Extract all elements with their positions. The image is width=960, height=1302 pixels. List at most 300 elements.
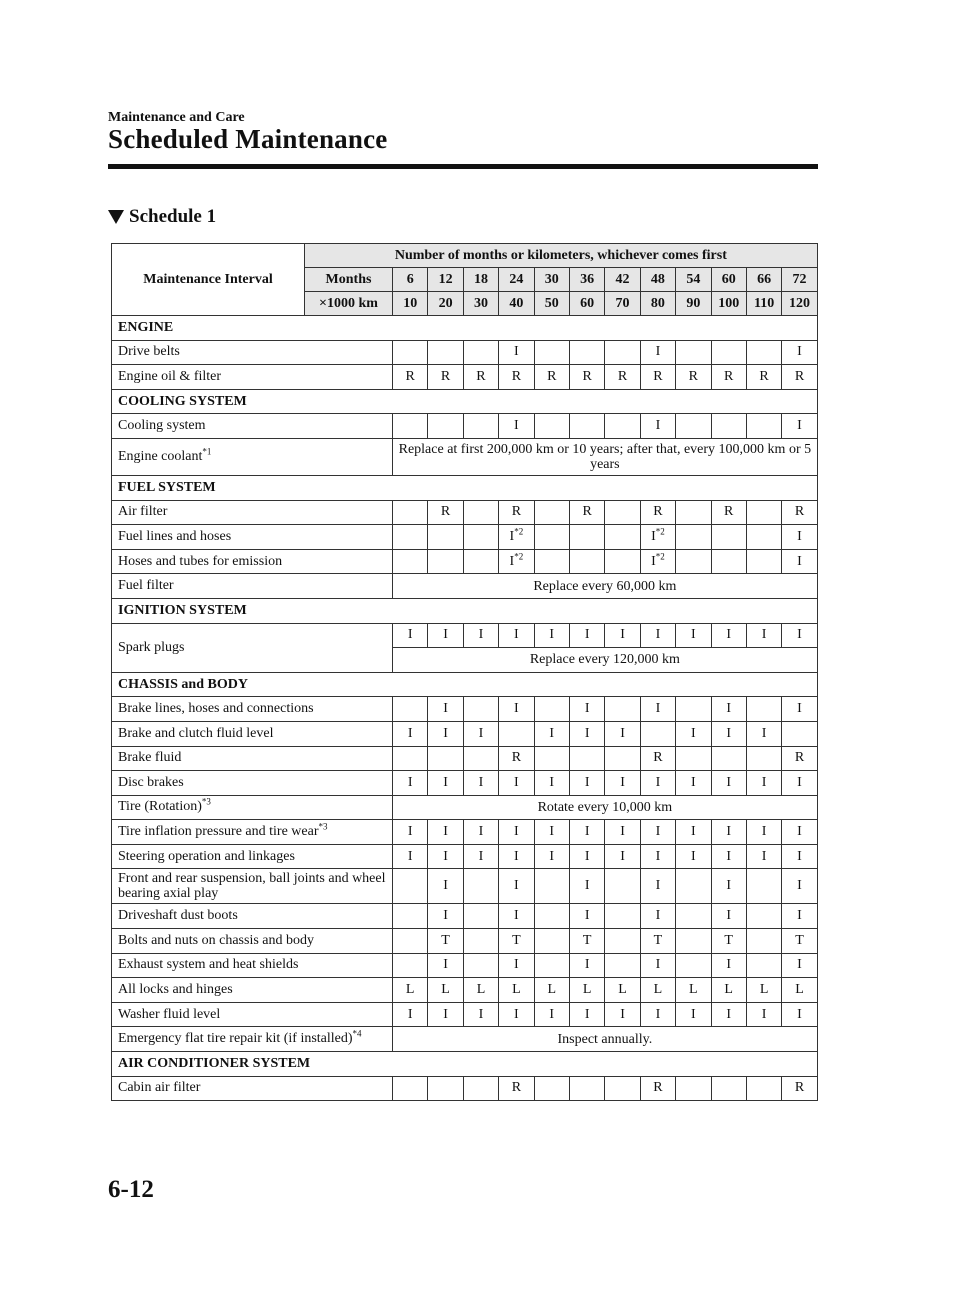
schedule-cell: I [463, 771, 498, 796]
km-value: 40 [499, 292, 534, 316]
schedule-cell: I [782, 904, 817, 929]
schedule-cell: I [499, 623, 534, 648]
schedule-cell: I [569, 844, 604, 869]
schedule-cell [676, 953, 711, 978]
months-header: Months [305, 268, 393, 292]
months-value: 66 [746, 268, 781, 292]
schedule-cell: R [499, 365, 534, 390]
schedule-cell: R [463, 365, 498, 390]
schedule-cell: I [605, 820, 640, 845]
schedule-cell [605, 953, 640, 978]
schedule-cell: R [782, 500, 817, 525]
schedule-cell [393, 904, 428, 929]
item-label [112, 414, 393, 439]
schedule-cell: T [499, 929, 534, 954]
footnote-ref: *3 [318, 821, 328, 832]
schedule-cell [393, 697, 428, 722]
table-row [112, 1027, 818, 1052]
table-row [112, 746, 818, 771]
schedule-cell: L [463, 978, 498, 1003]
schedule-cell: I [428, 844, 463, 869]
table-row [112, 525, 818, 550]
schedule-cell [463, 340, 498, 365]
table-row [112, 904, 818, 929]
item-label-text: Brake lines, hoses and connections [118, 701, 314, 717]
schedule-cell: I [534, 721, 569, 746]
schedule-cell [605, 525, 640, 550]
schedule-cell [711, 1076, 746, 1101]
schedule-cell: I [428, 771, 463, 796]
item-label [112, 795, 393, 820]
category-label: AIR CONDITIONER SYSTEM [112, 1052, 818, 1077]
item-label [112, 844, 393, 869]
schedule-cell [569, 414, 604, 439]
schedule-cell [605, 500, 640, 525]
schedule-cell: I [711, 721, 746, 746]
table-row [112, 820, 818, 845]
schedule-cell: I [782, 820, 817, 845]
schedule-cell [746, 1076, 781, 1101]
schedule-cell: I [676, 721, 711, 746]
schedule-cell [534, 549, 569, 574]
table-row [112, 438, 818, 475]
schedule-cell [605, 929, 640, 954]
item-label [112, 904, 393, 929]
schedule-cell: I [393, 771, 428, 796]
km-value: 80 [640, 292, 675, 316]
schedule-cell: I [499, 953, 534, 978]
footnote-ref: *3 [201, 796, 211, 807]
schedule-cell: R [640, 746, 675, 771]
schedule-cell: I [640, 623, 675, 648]
schedule-cell: I [711, 820, 746, 845]
schedule-cell [676, 525, 711, 550]
schedule-cell: I [428, 721, 463, 746]
schedule-cell [428, 1076, 463, 1101]
schedule-cell [711, 414, 746, 439]
schedule-cell: I [534, 844, 569, 869]
schedule-cell [534, 869, 569, 904]
schedule-cell [605, 869, 640, 904]
schedule-cell [676, 1076, 711, 1101]
schedule-cell: I [393, 844, 428, 869]
schedule-cell: I [711, 869, 746, 904]
km-value: 20 [428, 292, 463, 316]
item-label-text: All locks and hinges [118, 982, 233, 998]
schedule-cell: I [393, 1002, 428, 1027]
item-label-text: Engine oil & filter [118, 368, 222, 384]
schedule-cell: I [676, 771, 711, 796]
km-value: 30 [463, 292, 498, 316]
schedule-cell [746, 414, 781, 439]
schedule-cell [676, 549, 711, 574]
schedule-cell [463, 697, 498, 722]
schedule-cell [746, 869, 781, 904]
schedule-cell [711, 340, 746, 365]
footnote-ref: *2 [655, 526, 665, 537]
months-value: 12 [428, 268, 463, 292]
schedule-cell: T [569, 929, 604, 954]
table-row [112, 500, 818, 525]
table-row [112, 623, 818, 648]
table-row [112, 574, 818, 599]
km-value: 90 [676, 292, 711, 316]
item-label-text: Air filter [118, 504, 168, 520]
schedule-cell: L [393, 978, 428, 1003]
schedule-cell: I [499, 844, 534, 869]
footnote-ref: *4 [352, 1028, 362, 1039]
schedule-cell: I [605, 771, 640, 796]
schedule-cell: I [640, 869, 675, 904]
schedule-cell: I [499, 697, 534, 722]
category-label: ENGINE [112, 316, 818, 341]
schedule-cell: L [569, 978, 604, 1003]
item-label [112, 500, 393, 525]
schedule-cell: L [676, 978, 711, 1003]
table-row [112, 929, 818, 954]
schedule-cell [393, 340, 428, 365]
schedule-cell: I [428, 820, 463, 845]
item-label [112, 574, 393, 599]
schedule-cell [676, 500, 711, 525]
schedule-cell [605, 414, 640, 439]
schedule-cell: R [499, 746, 534, 771]
schedule-cell: T [711, 929, 746, 954]
schedule-cell: I [428, 1002, 463, 1027]
schedule-cell: I [605, 844, 640, 869]
schedule-cell [605, 1076, 640, 1101]
item-label [112, 1027, 393, 1052]
schedule-cell [393, 525, 428, 550]
page-title: Scheduled Maintenance [108, 124, 388, 154]
schedule-cell: I [676, 1002, 711, 1027]
item-label [112, 771, 393, 796]
schedule-cell: I [499, 414, 534, 439]
category-label: IGNITION SYSTEM [112, 598, 818, 623]
table-row [112, 365, 818, 390]
schedule-cell [676, 746, 711, 771]
schedule-cell: I [640, 904, 675, 929]
schedule-cell [534, 697, 569, 722]
schedule-cell: I [393, 721, 428, 746]
schedule-cell: I [782, 1002, 817, 1027]
schedule-cell [746, 340, 781, 365]
km-value: 100 [711, 292, 746, 316]
category-row [112, 389, 818, 414]
item-label-text: Hoses and tubes for emission [118, 553, 283, 569]
schedule-cell [463, 904, 498, 929]
schedule-cell [393, 1076, 428, 1101]
item-label-text: Washer fluid level [118, 1006, 221, 1022]
table-row [112, 697, 818, 722]
schedule-cell: I [676, 820, 711, 845]
km-value: 70 [605, 292, 640, 316]
schedule-cell [463, 500, 498, 525]
schedule-cell [569, 340, 604, 365]
schedule-cell: I [746, 771, 781, 796]
schedule-cell: I [428, 623, 463, 648]
schedule-cell: I [782, 340, 817, 365]
item-label [112, 438, 393, 475]
section-label: Maintenance and Care [108, 110, 245, 125]
schedule-cell: I [499, 820, 534, 845]
schedule-cell: I [711, 1002, 746, 1027]
category-row [112, 316, 818, 341]
schedule-cell: I [640, 414, 675, 439]
schedule-cell [463, 1076, 498, 1101]
item-label [112, 746, 393, 771]
schedule-cell [676, 904, 711, 929]
schedule-heading [108, 206, 216, 228]
schedule-cell: I [569, 771, 604, 796]
schedule-cell: I [711, 771, 746, 796]
schedule-cell: I [463, 844, 498, 869]
schedule-cell: R [640, 365, 675, 390]
item-label-text: Brake and clutch fluid level [118, 725, 274, 741]
item-label [112, 525, 393, 550]
schedule-cell [534, 500, 569, 525]
schedule-cell: I [569, 904, 604, 929]
schedule-cell: I [428, 953, 463, 978]
schedule-cell: L [640, 978, 675, 1003]
item-label-text: Fuel filter [118, 578, 174, 594]
schedule-cell [746, 500, 781, 525]
schedule-cell: L [534, 978, 569, 1003]
table-row [112, 771, 818, 796]
schedule-cell [711, 549, 746, 574]
schedule-cell: I [640, 844, 675, 869]
footnote-ref: *2 [514, 526, 524, 537]
item-label-text: Driveshaft dust boots [118, 908, 238, 924]
item-label [112, 869, 393, 904]
schedule-cell: R [428, 365, 463, 390]
schedule-cell [463, 929, 498, 954]
schedule-cell [428, 549, 463, 574]
km-header: ×1000 km [305, 292, 393, 316]
schedule-cell: I [534, 820, 569, 845]
months-value: 60 [711, 268, 746, 292]
table-row [112, 721, 818, 746]
km-value: 60 [569, 292, 604, 316]
schedule-cell [605, 549, 640, 574]
schedule-cell: I [534, 623, 569, 648]
km-value: 50 [534, 292, 569, 316]
km-value: 110 [746, 292, 781, 316]
months-value: 18 [463, 268, 498, 292]
schedule-cell: T [640, 929, 675, 954]
schedule-cell: I [534, 1002, 569, 1027]
schedule-cell [605, 340, 640, 365]
header-row-whichever [112, 244, 818, 268]
maintenance-schedule-table [111, 243, 818, 1101]
schedule-cell [746, 746, 781, 771]
schedule-cell [711, 746, 746, 771]
schedule-cell: I [393, 623, 428, 648]
table-row [112, 549, 818, 574]
table-row [112, 953, 818, 978]
months-value: 54 [676, 268, 711, 292]
schedule-cell [463, 549, 498, 574]
schedule-cell: R [499, 500, 534, 525]
schedule-cell [676, 340, 711, 365]
schedule-cell: R [746, 365, 781, 390]
schedule-cell: I [746, 820, 781, 845]
item-label [112, 721, 393, 746]
item-label-text: Steering operation and linkages [118, 848, 295, 864]
km-value: 120 [782, 292, 817, 316]
schedule-cell [569, 1076, 604, 1101]
footnote-ref: *1 [202, 446, 212, 457]
item-label [112, 365, 393, 390]
table-header [112, 244, 818, 316]
schedule-cell [534, 746, 569, 771]
triangle-down-icon [108, 210, 124, 224]
schedule-cell: I [499, 904, 534, 929]
schedule-cell [463, 869, 498, 904]
schedule-cell [782, 721, 817, 746]
item-label-text: Cabin air filter [118, 1080, 201, 1096]
schedule-cell [463, 525, 498, 550]
table-row [112, 414, 818, 439]
schedule-cell [393, 869, 428, 904]
item-label-text: Emergency flat tire repair kit (if installed) [118, 1031, 353, 1047]
schedule-cell [605, 697, 640, 722]
schedule-cell: I [569, 953, 604, 978]
schedule-cell: R [676, 365, 711, 390]
schedule-cell [746, 904, 781, 929]
schedule-cell: I [428, 904, 463, 929]
schedule-cell: R [782, 365, 817, 390]
schedule-cell: I [499, 340, 534, 365]
footnote-ref: *2 [655, 550, 665, 561]
item-label [112, 697, 393, 722]
schedule-cell: I [711, 953, 746, 978]
schedule-cell [534, 904, 569, 929]
schedule-cell: I [676, 844, 711, 869]
schedule-cell: R [569, 500, 604, 525]
schedule-cell: I [711, 697, 746, 722]
whichever-header: Number of months or kilometers, whichever comes first [305, 244, 818, 268]
months-value: 30 [534, 268, 569, 292]
schedule-cell: R [569, 365, 604, 390]
schedule-cell [746, 525, 781, 550]
schedule-cell [746, 953, 781, 978]
item-label-text: Brake fluid [118, 750, 182, 766]
schedule-cell: $I^{*2}$ [640, 525, 675, 550]
schedule-cell: I [499, 869, 534, 904]
schedule-cell: R [782, 1076, 817, 1101]
schedule-cell: L [428, 978, 463, 1003]
schedule-cell [676, 697, 711, 722]
item-label [112, 340, 393, 365]
schedule-cell: I [782, 697, 817, 722]
item-label [112, 953, 393, 978]
table-row [112, 1002, 818, 1027]
schedule-cell [428, 340, 463, 365]
schedule-cell: I [569, 623, 604, 648]
schedule-cell: I [782, 869, 817, 904]
schedule-cell: T [428, 929, 463, 954]
schedule-cell [534, 953, 569, 978]
item-label [112, 623, 393, 672]
schedule-cell: I [605, 1002, 640, 1027]
schedule-cell [534, 525, 569, 550]
schedule-cell: I [428, 869, 463, 904]
schedule-cell [534, 1076, 569, 1101]
months-value: 6 [393, 268, 428, 292]
table-row [112, 795, 818, 820]
schedule-cell [393, 953, 428, 978]
schedule-cell: I [640, 340, 675, 365]
schedule-cell: R [711, 365, 746, 390]
schedule-cell: L [499, 978, 534, 1003]
schedule-cell [640, 721, 675, 746]
schedule-cell [393, 414, 428, 439]
item-label-text: Bolts and nuts on chassis and body [118, 932, 314, 948]
category-label: CHASSIS and BODY [112, 672, 818, 697]
schedule-cell: I [640, 1002, 675, 1027]
schedule-cell: I [640, 697, 675, 722]
schedule-cell [499, 721, 534, 746]
schedule-cell: I [463, 820, 498, 845]
schedule-cell: I [711, 623, 746, 648]
item-label [112, 978, 393, 1003]
schedule-cell: I [782, 525, 817, 550]
table-row [112, 1076, 818, 1101]
schedule-cell [393, 929, 428, 954]
schedule-cell: I [640, 771, 675, 796]
schedule-cell [605, 904, 640, 929]
category-row [112, 598, 818, 623]
title-rule [108, 164, 818, 169]
table-body [112, 316, 818, 1101]
category-row [112, 1052, 818, 1077]
schedule-cell: I [393, 820, 428, 845]
schedule-cell: I [569, 1002, 604, 1027]
schedule-cell: I [534, 771, 569, 796]
schedule-cell: I [605, 623, 640, 648]
schedule-cell: $I^{*2}$ [640, 549, 675, 574]
schedule-cell: I [782, 771, 817, 796]
schedule-cell: I [640, 953, 675, 978]
schedule-cell [393, 746, 428, 771]
item-label-text: Exhaust system and heat shields [118, 957, 299, 973]
schedule-cell: T [782, 929, 817, 954]
page-number: 6-12 [108, 1176, 154, 1203]
schedule-cell [428, 746, 463, 771]
schedule-cell: R [640, 500, 675, 525]
schedule-cell: I [782, 623, 817, 648]
footnote-ref: *2 [514, 550, 524, 561]
schedule-cell: R [393, 365, 428, 390]
schedule-cell [746, 929, 781, 954]
schedule-cell: I [746, 721, 781, 746]
schedule-cell: R [534, 365, 569, 390]
schedule-cell: I [569, 721, 604, 746]
schedule-cell [534, 414, 569, 439]
item-label [112, 929, 393, 954]
schedule-cell: L [605, 978, 640, 1003]
schedule-cell: $I^{*2}$ [499, 549, 534, 574]
item-label [112, 820, 393, 845]
schedule-cell: I [711, 904, 746, 929]
item-label-text: Spark plugs [118, 639, 185, 655]
schedule-cell [463, 414, 498, 439]
schedule-cell: I [605, 721, 640, 746]
interval-note: Replace every 60,000 km [393, 574, 818, 599]
category-label: COOLING SYSTEM [112, 389, 818, 414]
item-label [112, 1076, 393, 1101]
